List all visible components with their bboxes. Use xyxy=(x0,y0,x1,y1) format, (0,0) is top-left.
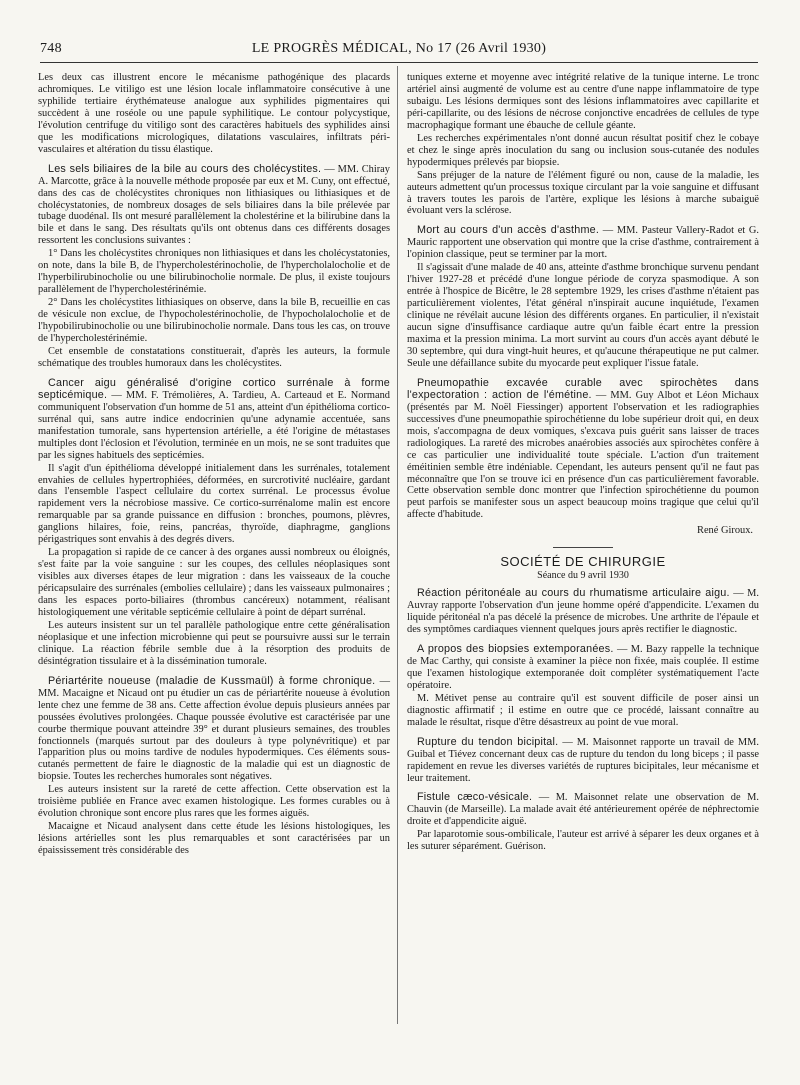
journal-title: LE PROGRÈS MÉDICAL, No 17 (26 Avril 1930) xyxy=(251,41,547,56)
article-fistula: Fistule cæco-vésicale. — M. Maisonnet relate une observation de M. Chauvin (de Marseille). La malade avait été antérieurement opérée de néphrectomie droite et d'appendicite aiguë. xyxy=(407,791,759,828)
article-periarteritis: Périartérite noueuse (maladie de Kussmaül) à forme chronique. — MM. Macaigne et Nicaud ont pu étudier un cas de périartérite noueuse à évolution lente chez une femme de 38 ans. Cette affection évolue depuis plusieurs années par poussées évolutives prolongées. Chaque poussée évolutive est caractérisée par une courbe thermique pouvant atteindre 39° et durant plusieurs semaines, des troubles fonctionnels (marqués surtout par des douleurs à type polynévritique) et par l'apparition plus ou moins tardive de nodules hypodermiques. Ces éléments sous-cutanés permettent de faire le diagnostic de la maladie qui est un diagnostic de biopsie. Toutes les recherches humorales sont négatives. xyxy=(38,674,390,783)
paragraph: Il s'agit d'un épithélioma développé initialement dans les surrénales, totalement envahies de cellules hypertrophiées, déformées, en surcrotivité nucléaire, gardant dans l'ensemble l'aspect cellulaire du cortex surrénal. Le processus évolue rapidement vers la nécrobiose massive. Ce cortico-surrénalome malin est encore remarquable par sa grande puissance en diffusion : bronches, poumons, plèvres, ganglions hilaires, foie, reins, pancréas, thyroïde, diaphragme, ganglions périgastriques sont envahis à des degrés divers. xyxy=(38,462,390,546)
paragraph: Les auteurs insistent sur un tel parallèle pathologique entre cette généralisation néoplasique et une infection microbienne qui peut se poursuivre aussi sur le terrain clinique. La réaction fébrile semble due à la résorption des produits de désintégration tissulaire et à la dissémination tumorale. xyxy=(38,619,390,667)
paragraph: Macaigne et Nicaud analysent dans cette étude les lésions histologiques, les lésions artérielles sont les plus remarquables et sont caractérisées par un épaississement très considérable des xyxy=(38,821,390,857)
society-heading: SOCIÉTÉ DE CHIRURGIE xyxy=(500,554,666,570)
article-title: Rupture du tendon bicipital. xyxy=(417,735,559,748)
paragraph: Par laparotomie sous-ombilicale, l'auteur est arrivé à séparer les deux organes et à les suturer séparément. Guérison. xyxy=(407,829,759,853)
continued-paragraph: tuniques externe et moyenne avec intégrité relative de la tunique interne. Le tronc artériel ainsi augmenté de volume est au centre d'une nappe inflammatoire de type subaigu. Les lésions dermiques sont des lésions inflammatoires avec capillarite et péri-capillarite, ou des lésions de nécrose conjonctive encadrées de cellules de type macrophagique formant une ébauche de cellule géante. xyxy=(407,72,759,131)
section-separator xyxy=(553,547,613,548)
paragraph: La propagation si rapide de ce cancer à des organes aussi nombreux ou éloignés, s'est faite par la voie sanguine : sur les coupes, des cellules néoplasiques sont visibles aux diverses étapes de leur migration : dans les vaisseaux de la couche péricapsulaire des surrénales (embolies cellulaire) ; dans les vaisseaux pulmonaires ; dans les espaces porto-biliaires (thrombus cancéreux) notamment, réalisant histologiquement une véritable septicémie cellulaire à point de départ surrénal. xyxy=(38,547,390,618)
society-date: Séance du 9 avril 1930 xyxy=(537,570,629,582)
paragraph: Cet ensemble de constatations constituerait, d'après les auteurs, la formule schématique des troubles humoraux dans les cholécystites. xyxy=(38,345,390,369)
article-pneumopathy: Pneumopathie excavée curable avec spirochètes dans l'expectoration : action de l'émétine. — MM. Guy Albot et Léon Michaux (présentés par M. Noël Fiessinger) apportent l'observation et les radiographies successives d'une pneumopathie spirochétienne du lobe supérieur droit qui, en deux mois, s'accompagna de deux vomiques, s'excava puis guérit sans laisser de traces radiologiques. La rareté des microbes anaérobies associés aux spirochètes confère à ce cas particulier une individualité toute spéciale. L'action d'un traitement éméitinien semble être indéniable. Cependant, les auteurs pensent qu'il ne faut pas méconnaître que l'on se trouve ici en présence d'un cas particulièrement favorable. Cette observation semble donc montrer que l'infection spirochétienne du poumon peut parfois se manifester sous un aspect beaucoup moins tragique que celui qu'il affecte d'habitude. xyxy=(407,376,759,521)
article-title: Fistule cæco-vésicale. xyxy=(417,791,533,804)
paragraph: Les recherches expérimentales n'ont donné aucun résultat positif chez le cobaye et chez le singe après inoculation du sang ou inclusion sous-cutanée des nodules hypodermiques prélevés par biopsie. xyxy=(407,132,759,168)
article-biopsies: A propos des biopsies extemporanées. — M. Bazy rappelle la technique de Mac Carthy, qui consiste à examiner la pièce non fixée, mais couplée. Il estime que l'examen histologique extemporanée doit compléter systématiquement l'acte opératoire. xyxy=(407,642,760,691)
right-column xyxy=(407,72,759,854)
page-number: 748 xyxy=(40,41,62,56)
article-title: Réaction péritonéale au cours du rhumatisme articulaire aigu. xyxy=(417,587,730,600)
article-title: Pneumopathie excavée curable avec spirochètes dans l'expectoration : action de l'émétine. xyxy=(407,376,759,401)
left-column xyxy=(38,72,390,858)
paragraph: M. Métivet pense au contraire qu'il est souvent difficile de poser ainsi un diagnostic affirmatif ; il estime en outre que ce procédé, laissant connaître au malade le résultat, risque d'être désastreux au point de vue moral. xyxy=(407,692,759,728)
article-tendon-rupture: Rupture du tendon bicipital. — M. Maisonnet rapporte un travail de MM. Guibal et Tiévez concernant deux cas de rupture du tendon du long biceps ; il passe rapidement en revue les diverses variétés de ruptures bicipitales, leur mécanisme et leur traitement. xyxy=(407,735,759,784)
paragraph: Les auteurs insistent sur la rareté de cette affection. Cette observation est la troisième publiée en France avec examen histologique. Les formes curables ou à évolution chronique sont encore plus rares que les formes aiguës. xyxy=(38,784,390,820)
paragraph: 1° Dans les cholécystites chroniques non lithiasiques et dans les cholécystatonies, on note, dans la bile B, de l'hypercholestérinocholie, de l'hypercholalocholie et de l'hyperbilirubinocholie ou une bilirubinocholie normale. De plus, il existe toujours parallèlement de l'hypercholestérinémie. xyxy=(38,248,390,296)
page-header xyxy=(40,41,758,61)
paragraph: Sans préjuger de la nature de l'élément figuré ou non, cause de la maladie, les auteurs admettent qu'un processus toxique circulant par la voie sanguine et diffusant à travers toutes les parois de l'artère, explique les lésions à marche subaiguë évoluant vers la sclérose. xyxy=(407,169,759,217)
article-title: Mort au cours d'un accès d'asthme. xyxy=(417,224,600,237)
article-title: Les sels biliaires de la bile au cours des cholécystites. xyxy=(48,162,322,175)
column-divider xyxy=(397,66,398,1024)
article-title: Périartérite noueuse (maladie de Kussmaül) à forme chronique. xyxy=(48,674,376,687)
article-asthma-death: Mort au cours d'un accès d'asthme. — MM. Pasteur Vallery-Radot et G. Mauric rapportent une observation qui montre que la crise d'asthme, contrairement à l'opinion classique, peut se terminer par la mort. xyxy=(407,224,759,261)
article-bile-salts: Les sels biliaires de la bile au cours des cholécystites. — MM. Chiray A. Marcotte, grâce à la nouvelle méthode proposée par eux et M. Cuny, ont effectué, dans des cas de cholécystites chroniques non lithiasiques ou lithiasiques et de cholécystatonies, de nombreux dosages de sels biliaires dans la bile prélevée par tubage duodénal. Ils ont mesuré parallèlement la cholestérine et la bilirubine dans la bile et dans le sang. Des résultats qu'ils ont obtenus dans ces différents dosages ressortent les conclusions suivantes : xyxy=(38,162,390,247)
article-title: Cancer aigu généralisé d'origine cortico surrénale à forme septicémique. xyxy=(38,376,390,401)
paragraph: Il s'agissait d'une malade de 40 ans, atteinte d'asthme bronchique survenu pendant l'hiver 1927-28 et précédé d'une longue période de coryza spasmodique. A son entrée à l'hospice de Bicêtre, le 28 septembre 1929, les crises d'asthme n'étaient pas particulièrement violentes, l'état général n'inspirait aucune inquiétude, l'examen clinique ne révélait aucune lésion des différents organes. En particulier, il n'existait aucun signe d'insuffisance cardiaque autre qu'un faible écart entre la pression maxima et la pression minima. La mort survint au cours d'un accès ayant débuté le 30 septembre, qui dura vingt-huit heures, et qu'aucune thérapeutique ne put calmer. Seule une défaillance subite du myocarde peut expliquer l'issue fatale. xyxy=(407,262,759,369)
header-rule xyxy=(40,62,758,63)
article-adrenal-cancer: Cancer aigu généralisé d'origine cortico surrénale à forme septicémique. — MM. F. Trémolières, A. Tardieu, A. Carteaud et E. Normand communiquent l'observation d'un homme de 51 ans, atteint d'un épithélioma cortico-surrénal qui, sans autre indice endocrinien qu'une adynamie accentuée, sans manifestation tumorale, sans hypertension artérielle, a été l'origine de métastases multiples dont l'éclosion et l'évolution, terminée en un mois, ne se sont traduites que par les signes habituels des septicémies. xyxy=(38,376,390,461)
article-title: A propos des biopsies extemporanées. xyxy=(417,642,614,655)
author-signature: René Giroux. xyxy=(697,525,753,537)
intro-paragraph: Les deux cas illustrent encore le mécanisme pathogénique des placards achromiques. Le vitiligo est une lésion locale inflammatoire consécutive à une syphilide tertiaire érythémateuse analogue aux syphilides pigmentaires qui succèdent à une roséole ou une papule syphilitique. Le contour polycystique, l'évolution centrifuge du vitiligo sont des caractères habituels des syphilides ainsi que les modifications micrologiques, dilatations vasculaires, infiltrats péri-vasculaires et altération du tissu élastique. xyxy=(38,72,390,155)
article-peritoneal-reaction: Réaction péritonéale au cours du rhumatisme articulaire aigu. — M. Auvray rapporte l'observation d'un jeune homme opéré d'appendicite. L'examen du liquide péritonéal n'a pas décelé la présence de microbes. Une arthrite de l'épaule et des symptômes cardiaques viennent quelques jours après rectifier le diagnostic. xyxy=(407,587,759,636)
paragraph: 2° Dans les cholécystites lithiasiques on observe, dans la bile B, recueillie en cas de vésicule non exclue, de l'hypocholestérinocholie, de l'hypocholalocholie et de l'hypobilirubinocholie ou une bilirubinocholie normale. Dans tous les cas, on trouve de l'hypercholestérinémie. xyxy=(38,297,390,345)
